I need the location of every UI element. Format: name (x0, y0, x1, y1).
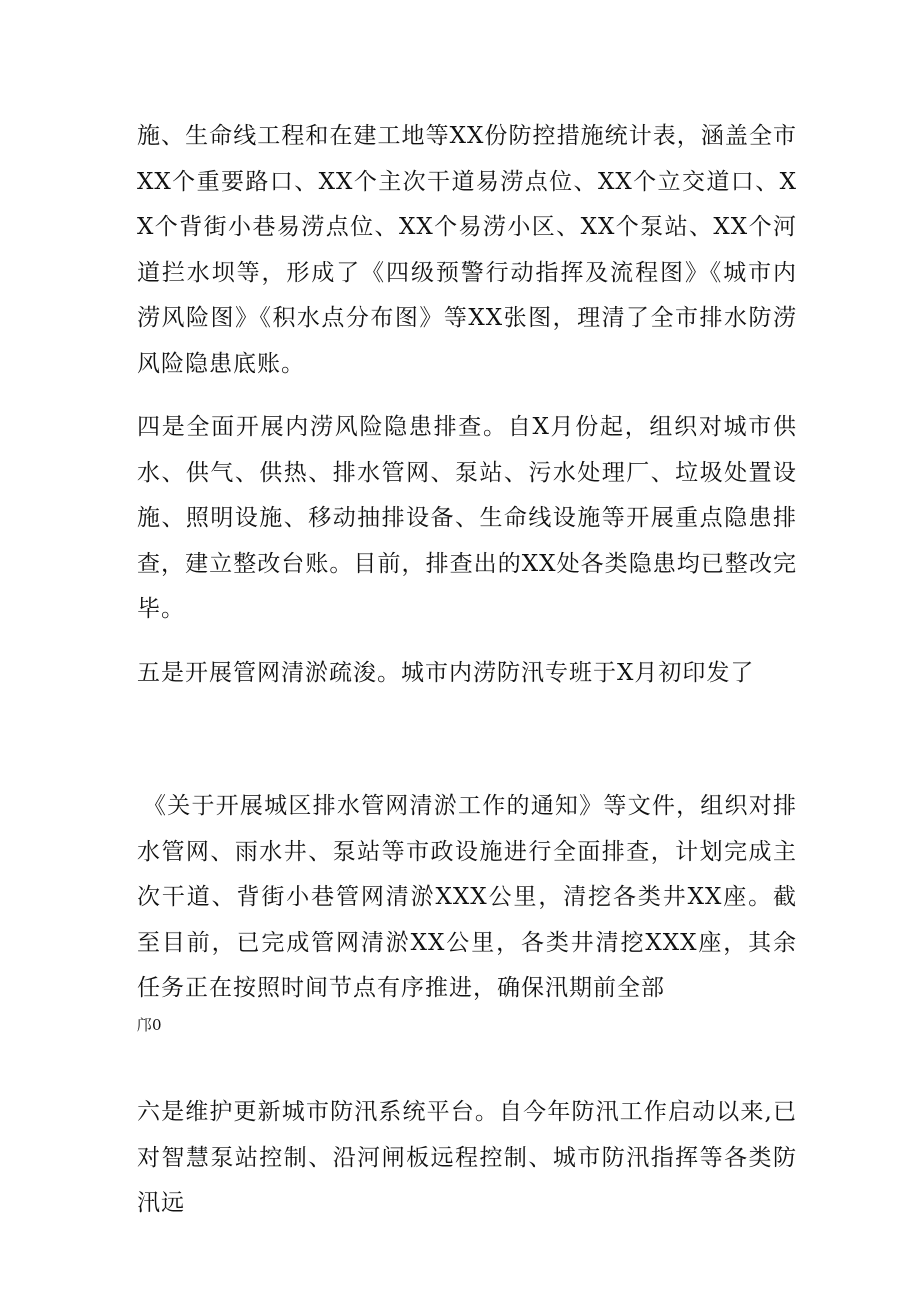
paragraph-hazard-inspection: 四是全面开展内涝风险隐患排查。自X月份起，组织对城市供水、供气、供热、排水管网、泵站、污水处理厂、垃圾处置设施、照明设施、移动抽排设备、生命线设施等开展重点隐患排查，建立整改台账。目前，排查出的XX处各类隐患均已整改完毕。 (137, 414, 797, 622)
paragraph-fragment: 邝0 (137, 1016, 162, 1034)
paragraph-statistics: 施、生命线工程和在建工地等XX份防控措施统计表，涵盖全市XX个重要路口、XX个主次干道易涝点位、XX个立交道口、XX个背街小巷易涝点位、XX个易涝小区、XX个泵站、XX个河道拦水坝等，形成了《四级预警行动指挥及流程图》《城市内涝风险图》《积水点分布图》等XX张图，理清了全市排水防涝风险隐患底账。 (137, 123, 797, 377)
paragraph-pipe-dredging-heading: 五是开展管网清淤疏浚。城市内涝防汛专班于X月初印发了 (137, 660, 755, 686)
paragraph-flood-platform: 六是维护更新城市防汛系统平台。自今年防汛工作启动以来,已对智慧泵站控制、沿河闸板远程控制、城市防汛指挥等各类防汛远 (137, 1099, 797, 1216)
paragraph-pipe-dredging-body: 《关于开展城区排水管网清淤工作的通知》等文件，组织对排水管网、雨水井、泵站等市政设施进行全面排查，计划完成主次干道、背街小巷管网清淤XXX公里，清挖各类井XX座。截至目前，已完成管网清淤XX公里，各类井清挖XXX座，其余任务正在按照时间节点有序推进，确保汛期前全部 (137, 793, 797, 1001)
